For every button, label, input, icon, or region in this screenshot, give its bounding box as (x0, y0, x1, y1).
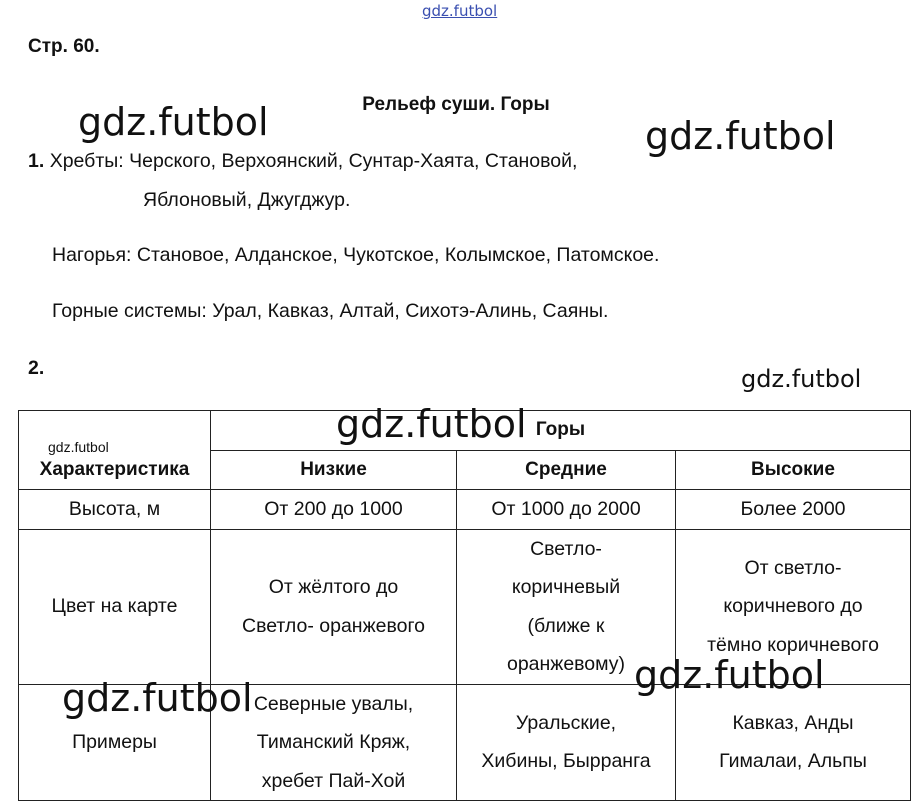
row-height-mid: От 1000 до 2000 (457, 490, 676, 530)
section-title: Рельеф суши. Горы (362, 94, 550, 115)
header-mid: Средние (457, 450, 676, 490)
page-label: Стр. 60. (28, 36, 100, 57)
cell-line: Светло- (530, 537, 602, 560)
watermark: gdz.futbol (634, 653, 825, 697)
cell-line: Кавказ, Анды (732, 711, 854, 734)
task1-ridges-line1 (28, 150, 577, 173)
row-examples-mid (457, 684, 676, 801)
cell-line: Хибины, Бырранга (481, 750, 651, 773)
cell-line: коричневого до (723, 595, 863, 618)
header-high: Высокие (676, 450, 911, 490)
cell-line: (ближе к (527, 614, 605, 637)
row-examples-high (676, 684, 911, 801)
row-color-low (211, 529, 457, 684)
watermark-top[interactable]: gdz.futbol (422, 2, 498, 20)
row-examples-label: Примеры (19, 684, 211, 801)
watermark: gdz.futbol (645, 114, 836, 158)
task1-mountain-systems: Горные системы: Урал, Кавказ, Алтай, Сихотэ-Алинь, Саяны. (52, 300, 609, 322)
cell-line: Гималаи, Альпы (719, 750, 867, 773)
task1-ridges-text: Хребты: Черского, Верхоянский, Сунтар-Хаята, Становой, (49, 150, 578, 172)
cell-line: хребет Пай-Хой (261, 769, 406, 792)
cell-line: тёмно коричневого (707, 633, 879, 656)
row-color-label: Цвет на карте (19, 529, 211, 684)
cell-line: коричневый (511, 576, 621, 598)
watermark: gdz.futbol (62, 676, 253, 720)
watermark: gdz.futbol (741, 365, 862, 393)
task1-ridges-line2: Яблоновый, Джугджур. (143, 189, 351, 211)
header-mountains: Горы (211, 411, 911, 451)
watermark: gdz.futbol (78, 100, 269, 144)
header-characteristic: Характеристика (19, 411, 211, 490)
cell-line: Северные увалы, (253, 692, 414, 715)
cell-line: От жёлтого до (268, 576, 399, 598)
task2-number: 2. (28, 357, 45, 379)
cell-line: Уральские, (515, 711, 617, 734)
cell-line: Светло- оранжевого (242, 614, 425, 637)
task1-number: 1. (28, 150, 45, 172)
row-height-low: От 200 до 1000 (211, 490, 457, 530)
cell-line: От светло- (744, 556, 842, 579)
row-height-label: Высота, м (19, 490, 211, 530)
header-low: Низкие (211, 450, 457, 490)
table-row (19, 490, 911, 530)
watermark: gdz.futbol (336, 402, 527, 446)
task1-highlands: Нагорья: Становое, Алданское, Чукотское, Колымское, Патомское. (52, 244, 660, 266)
cell-line: Тиманский Кряж, (256, 731, 411, 753)
cell-line: оранжевому) (506, 653, 626, 675)
row-height-high: Более 2000 (676, 490, 911, 530)
mountains-table (18, 410, 911, 801)
watermark: gdz.futbol (48, 439, 109, 455)
